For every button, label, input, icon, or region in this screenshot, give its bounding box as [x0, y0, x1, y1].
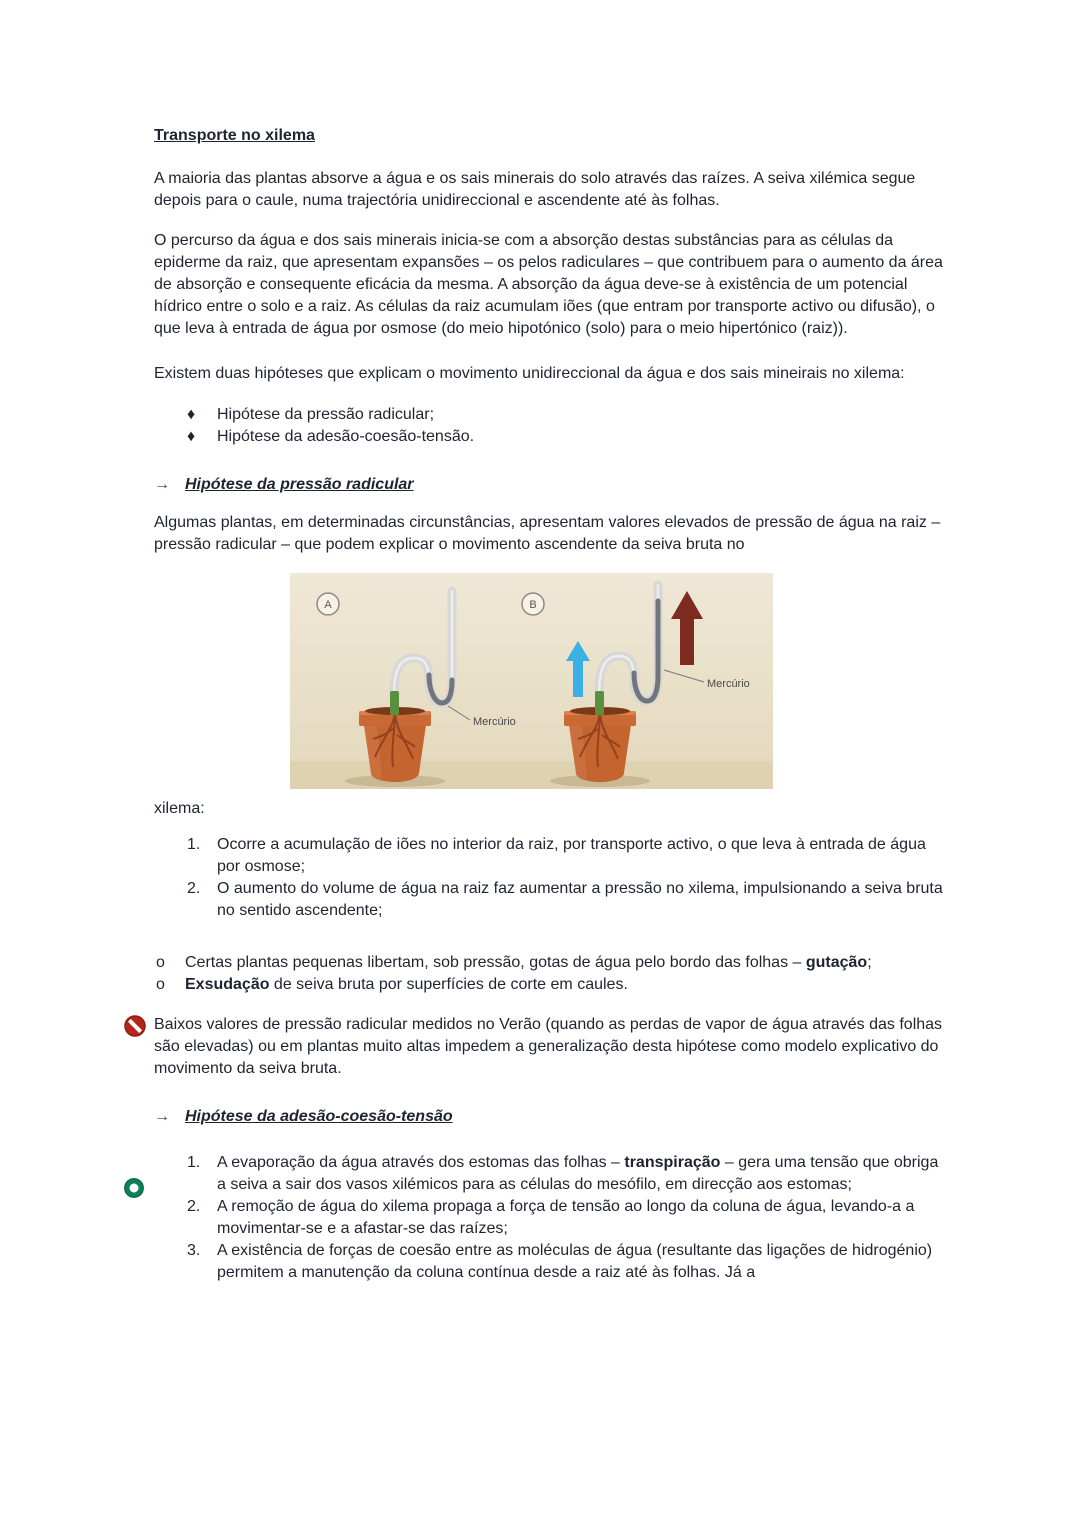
hypotheses-list: [154, 404, 944, 448]
list-item-text: Ocorre a acumulação de iões no interior da raiz, por transporte activo, o que leva à entrada de água por osmose;: [217, 836, 926, 875]
list-item: [154, 404, 944, 426]
list-item: [154, 974, 944, 996]
list-item-text: [185, 952, 944, 974]
figure-label-b: B: [529, 599, 537, 611]
diamond-bullet-icon: ♦: [187, 406, 196, 423]
list-item: [154, 878, 944, 922]
text-segment: A evaporação da água através dos estomas das folhas –: [217, 1154, 625, 1171]
list-item-text: [185, 974, 944, 996]
section-title: Hipótese da pressão radicular: [185, 476, 414, 493]
section-heading-root-pressure: [154, 474, 944, 496]
list-item: [154, 952, 944, 974]
list-number: 1.: [187, 1154, 201, 1171]
list-item-text: Hipótese da pressão radicular;: [217, 406, 435, 423]
figure-label-a: A: [324, 599, 332, 611]
figure-svg: [290, 573, 773, 789]
plant-stem-b: [595, 691, 604, 715]
list-item: [154, 1196, 944, 1240]
paragraph-hypotheses-lead: Existem duas hipóteses que explicam o movimento unidireccional da água e dos sais mineirais no xilema:: [154, 365, 905, 382]
evidence-list: [154, 952, 944, 996]
text-segment: Certas plantas pequenas libertam, sob pressão, gotas de água pelo bordo das folhas –: [185, 954, 806, 971]
list-number: 2.: [187, 880, 201, 897]
text-segment: – gera uma tensão que obriga a seiva a sair dos vasos xilémicos para as células do mesófilo, em direcção aos estomas;: [217, 1154, 939, 1193]
list-item-text: [217, 1152, 944, 1196]
bold-term: transpiração: [624, 1154, 721, 1171]
circle-bullet: o: [156, 954, 165, 971]
page-title: Transporte no xilema: [154, 127, 315, 144]
limitation-text: Baixos valores de pressão radicular medidos no Verão (quando as perdas de vapor de água através das folhas são elevadas) ou em plantas muito altas impedem a generalização desta hipótese como modelo explicativo do movimento da seiva bruta.: [154, 1016, 943, 1077]
text-segment: ;: [867, 954, 872, 971]
list-item-text: Hipótese da adesão-coesão-tensão.: [217, 428, 475, 445]
limitation-note: [154, 1014, 944, 1080]
list-number: 2.: [187, 1198, 201, 1215]
mercury-label-right: Mercúrio: [707, 678, 750, 690]
green-ring-icon: [124, 1178, 144, 1198]
paragraph-intro: A maioria das plantas absorve a água e os sais minerais do solo através das raízes. A seiva xilémica segue depois para o caule, numa trajectória unidireccional e ascendente até às folhas.: [154, 170, 916, 209]
text-segment: de seiva bruta por superfícies de corte em caules.: [269, 976, 628, 993]
root-pressure-steps-list: [154, 834, 944, 922]
list-number: 1.: [187, 836, 201, 853]
arrow-icon: →: [154, 476, 170, 493]
list-item: [154, 1152, 944, 1196]
paragraph-root-pressure-intro: Algumas plantas, em determinadas circunstâncias, apresentam valores elevados de pressão de água na raiz – pressão radicular – que podem explicar o movimento ascendente da seiva bruta no: [154, 514, 941, 553]
section-title: Hipótese da adesão-coesão-tensão: [185, 1108, 453, 1125]
list-item: [154, 1240, 944, 1284]
bold-term: gutação: [805, 954, 868, 971]
diamond-bullet-icon: ♦: [187, 428, 196, 445]
list-item-text: A existência de forças de coesão entre as moléculas de água (resultante das ligações de hidrogénio) permitem a manutenção da coluna contínua desde a raiz até às folhas. Já a: [217, 1242, 933, 1281]
list-item-text: A remoção de água do xilema propaga a força de tensão ao longo da coluna de água, levando-a a movimentar-se e a afastar-se das raízes;: [217, 1198, 915, 1237]
prohibition-icon: [124, 1015, 146, 1037]
document-page: [154, 125, 944, 1284]
section-heading-cohesion-tension: [154, 1106, 944, 1128]
paragraph-absorption: O percurso da água e dos sais minerais inicia-se com a absorção destas substâncias para as células da epiderme da raiz, que apresentam expansões – os pelos radiculares – que contribuem para o aumento da área de absorção e consequente eficácia da mesma. A absorção da água deve-se à existência de um potencial hídrico entre o solo e a raiz. As células da raiz acumulam iões (que entram por transporte activo ou difusão), o que leva à entrada de água por osmose (do meio hipotónico (solo) para o meio hipertónico (raiz)).: [154, 232, 943, 337]
cohesion-tension-steps-list: [154, 1152, 944, 1284]
plant-stem-a: [390, 691, 399, 715]
circle-bullet: o: [156, 976, 165, 993]
figure-mercury-experiment: [290, 573, 773, 789]
arrow-icon: →: [154, 1108, 170, 1125]
list-number: 3.: [187, 1242, 201, 1259]
paragraph-continuation: xilema:: [154, 800, 205, 817]
mercury-label-left: Mercúrio: [473, 716, 516, 728]
list-item-text: O aumento do volume de água na raiz faz aumentar a pressão no xilema, impulsionando a seiva bruta no sentido ascendente;: [217, 880, 943, 919]
bold-term: Exsudação: [185, 976, 270, 993]
list-item: [154, 426, 944, 448]
list-item: [154, 834, 944, 878]
